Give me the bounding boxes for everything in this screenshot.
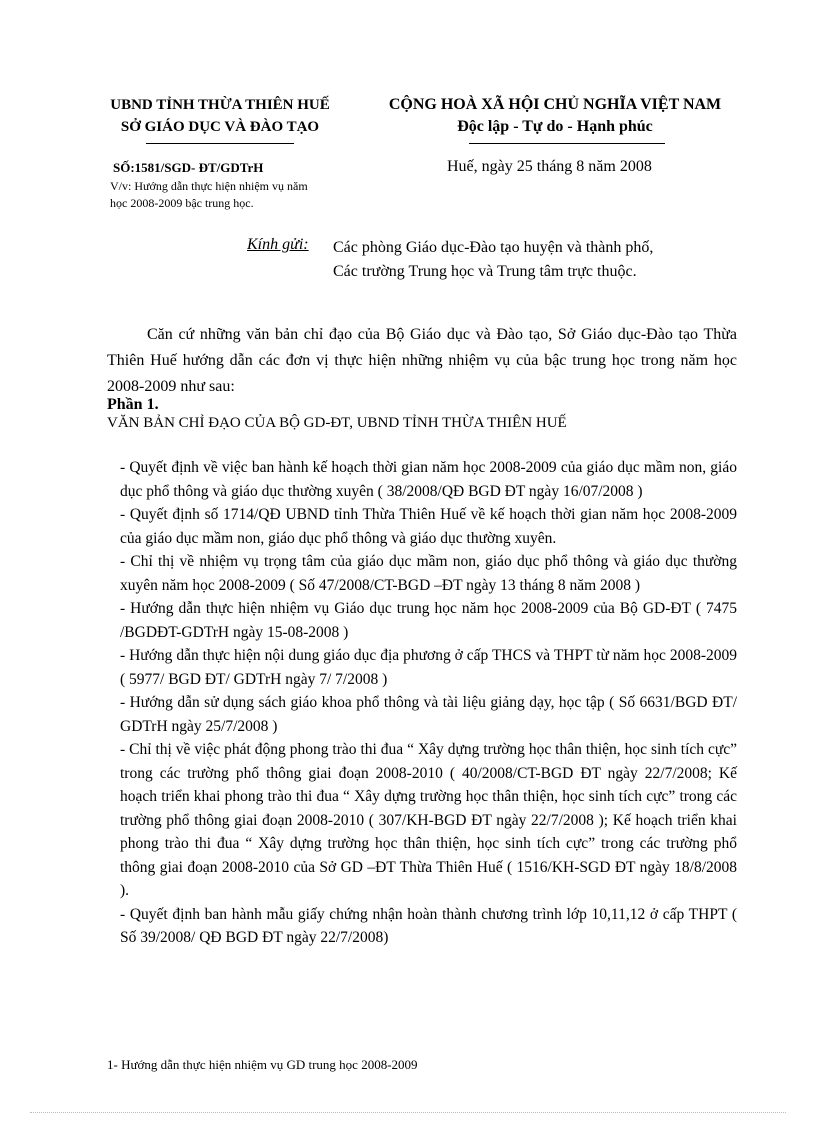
national-title-block — [380, 94, 730, 138]
issuer-underline — [146, 143, 294, 144]
part-title: Phần 1. — [107, 396, 159, 413]
national-motto: Độc lập - Tự do - Hạnh phúc — [457, 118, 653, 135]
recipient-line-1: Các phòng Giáo dục-Đào tạo huyện và thành phố, — [333, 239, 654, 256]
subject-line: V/v: Hướng dẫn thực hiện nhiệm vụ năm học 2008-2009 bậc trung học. — [110, 179, 308, 210]
page-bottom-divider — [30, 1112, 786, 1113]
list-item: - Hướng dẫn sử dụng sách giáo khoa phổ thông và tài liệu giảng dạy, học tập ( Số 6631/BGD ĐT/ GDTrH ngày 25/7/2008 ) — [120, 694, 737, 735]
page-footer: 1- Hướng dẫn thực hiện nhiệm vụ GD trung học 2008-2009 — [107, 1057, 418, 1072]
intro-paragraph: Căn cứ những văn bản chỉ đạo của Bộ Giáo dục và Đào tạo, Sở Giáo dục-Đào tạo Thừa Thiên Huế hướng dẫn các đơn vị thực hiện những nhiệm vụ của bậc trung học trong năm học 2008-2009 như sau: — [107, 326, 737, 395]
recipients-label: Kính gửi: — [247, 236, 309, 253]
list-item: - Chỉ thị về nhiệm vụ trọng tâm của giáo dục mầm non, giáo dục phổ thông và giáo dục thường xuyên năm học 2008-2009 ( Số 47/2008/CT-BGD –ĐT ngày 13 tháng 8 năm 2008 ) — [120, 553, 737, 594]
list-item: - Quyết định ban hành mẫu giấy chứng nhận hoàn thành chương trình lớp 10,11,12 ở cấp THPT ( Số 39/2008/ QĐ BGD ĐT ngày 22/7/2008) — [120, 905, 737, 946]
issuer-block — [100, 94, 340, 138]
issuer-line-1: UBND TỈNH THỪA THIÊN HUẾ — [110, 97, 330, 113]
part-subtitle: VĂN BẢN CHỈ ĐẠO CỦA BỘ GD-ĐT, UBND TỈNH THỪA THIÊN HUẾ — [107, 415, 567, 431]
list-item: - Hướng dẫn thực hiện nội dung giáo dục địa phương ở cấp THCS và THPT từ năm học 2008-2009 ( 5977/ BGD ĐT/ GDTrH ngày 7/ 7/2008 ) — [120, 647, 737, 688]
motto-underline — [469, 143, 665, 144]
document-date: Huế, ngày 25 tháng 8 năm 2008 — [447, 158, 652, 175]
list-item: - Quyết định số 1714/QĐ UBND tỉnh Thừa Thiên Huế về kế hoạch thời gian năm học 2008-2009 của giáo dục mầm non, giáo dục phổ thông và giáo dục thường xuyên. — [120, 506, 737, 547]
directive-list — [120, 456, 737, 950]
recipient-line-2: Các trường Trung học và Trung tâm trực thuộc. — [333, 263, 637, 280]
document-number: SỐ:1581/SGD- ĐT/GDTrH — [113, 160, 264, 175]
list-item: - Chỉ thị về việc phát động phong trào thi đua “ Xây dựng trường học thân thiện, học sinh tích cực” trong các trường phổ thông giai đoạn 2008-2010 ( 40/2008/CT-BGD ĐT ngày 22/7/2008; Kế hoạch triển khai phong trào thi đua “ Xây dựng trường học thân thiện, học sinh tích cực” trong các trường phổ thông giai đoạn 2008-2010 ( 307/KH-BGD ĐT ngày 22/7/2008 ); Kế hoạch triển khai phong trào thi đua “ Xây dựng trường học thân thiện, học sinh tích cực” trong các trường phổ thông giai đoạn 2008-2010 của Sở GD –ĐT Thừa Thiên Huế ( 1516/KH-SGD ĐT ngày 18/8/2008 ). — [120, 741, 737, 899]
list-item: - Hướng dẫn thực hiện nhiệm vụ Giáo dục trung học năm học 2008-2009 của Bộ GD-ĐT ( 7475 /BGDĐT-GDTrH ngày 15-08-2008 ) — [120, 600, 737, 641]
list-item: - Quyết định về việc ban hành kế hoạch thời gian năm học 2008-2009 của giáo dục mầm non, giáo dục phổ thông và giáo dục thường xuyên ( 38/2008/QĐ BGD ĐT ngày 16/07/2008 ) — [120, 459, 737, 500]
national-title: CỘNG HOÀ XÃ HỘI CHỦ NGHĨA VIỆT NAM — [388, 96, 722, 113]
issuer-line-2: SỞ GIÁO DỤC VÀ ĐÀO TẠO — [120, 119, 320, 135]
recipients-list — [333, 236, 653, 284]
